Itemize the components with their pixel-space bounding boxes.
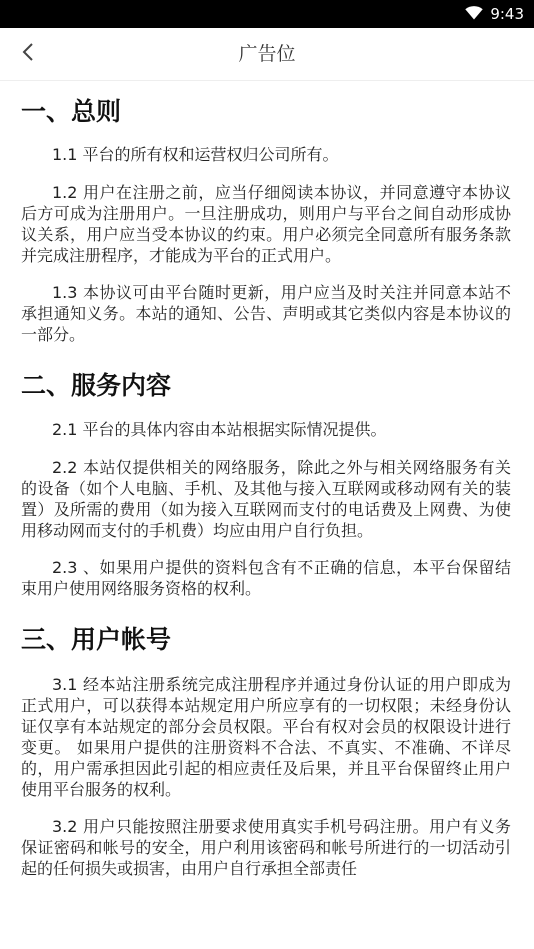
status-time: 9:43	[490, 5, 524, 23]
back-button[interactable]	[8, 34, 48, 74]
paragraph: 2.3 、如果用户提供的资料包含有不正确的信息，本平台保留结束用户使用网络服务资格的权利。	[21, 558, 511, 598]
section-title: 三、用户帐号	[21, 625, 172, 654]
paragraph: 1.2 用户在注册之前，应当仔细阅读本协议，并同意遵守本协议后方可成为注册用户。一旦注册成功，则用户与平台之间自动形成协议关系，用户应当受本协议的约束。用户必须完全同意所有服务条款并完成注册程序，才能成为平台的正式用户。	[21, 183, 511, 265]
paragraph: 1.3 本协议可由平台随时更新，用户应当及时关注并同意本站不承担通知义务。本站的通知、公告、声明或其它类似内容是本协议的一部分。	[21, 283, 511, 344]
paragraph: 3.2 用户只能按照注册要求使用真实手机号码注册。用户有义务保证密码和帐号的安全，用户利用该密码和帐号所进行的一切活动引起的任何损失或损害，由用户自行承担全部责任	[21, 817, 511, 878]
page-title: 广告位	[238, 43, 296, 65]
back-arrow-icon	[21, 42, 35, 66]
paragraph: 3.1 经本站注册系统完成注册程序并通过身份认证的用户即成为正式用户，可以获得本站规定用户所应享有的一切权限；未经身份认证仅享有本站规定的部分会员权限。平台有权对会员的权限设计进行变更。 如果用户提供的注册资料不合法、不真实、不准确、不详尽的，用户需承担因此引起的相应责任及后果，并且平台保留终止用户使用平台服务的权利。	[21, 675, 511, 799]
section-title: 二、服务内容	[21, 371, 172, 400]
status-icons	[465, 0, 524, 28]
agreement-content[interactable]	[21, 80, 511, 949]
section-title: 一、总则	[21, 97, 122, 126]
app-bar	[0, 28, 534, 81]
paragraph: 2.1 平台的具体内容由本站根据实际情况提供。	[52, 420, 387, 439]
status-bar	[0, 0, 534, 28]
paragraph: 2.2 本站仅提供相关的网络服务，除此之外与相关网络服务有关的设备（如个人电脑、手机、及其他与接入互联网或移动网有关的装置）及所需的费用（如为接入互联网而支付的电话费及上网费、为使用移动网而支付的手机费）均应由用户自行负担。	[21, 458, 511, 540]
wifi-icon	[465, 5, 483, 24]
paragraph: 1.1 平台的所有权和运营权归公司所有。	[52, 145, 339, 164]
